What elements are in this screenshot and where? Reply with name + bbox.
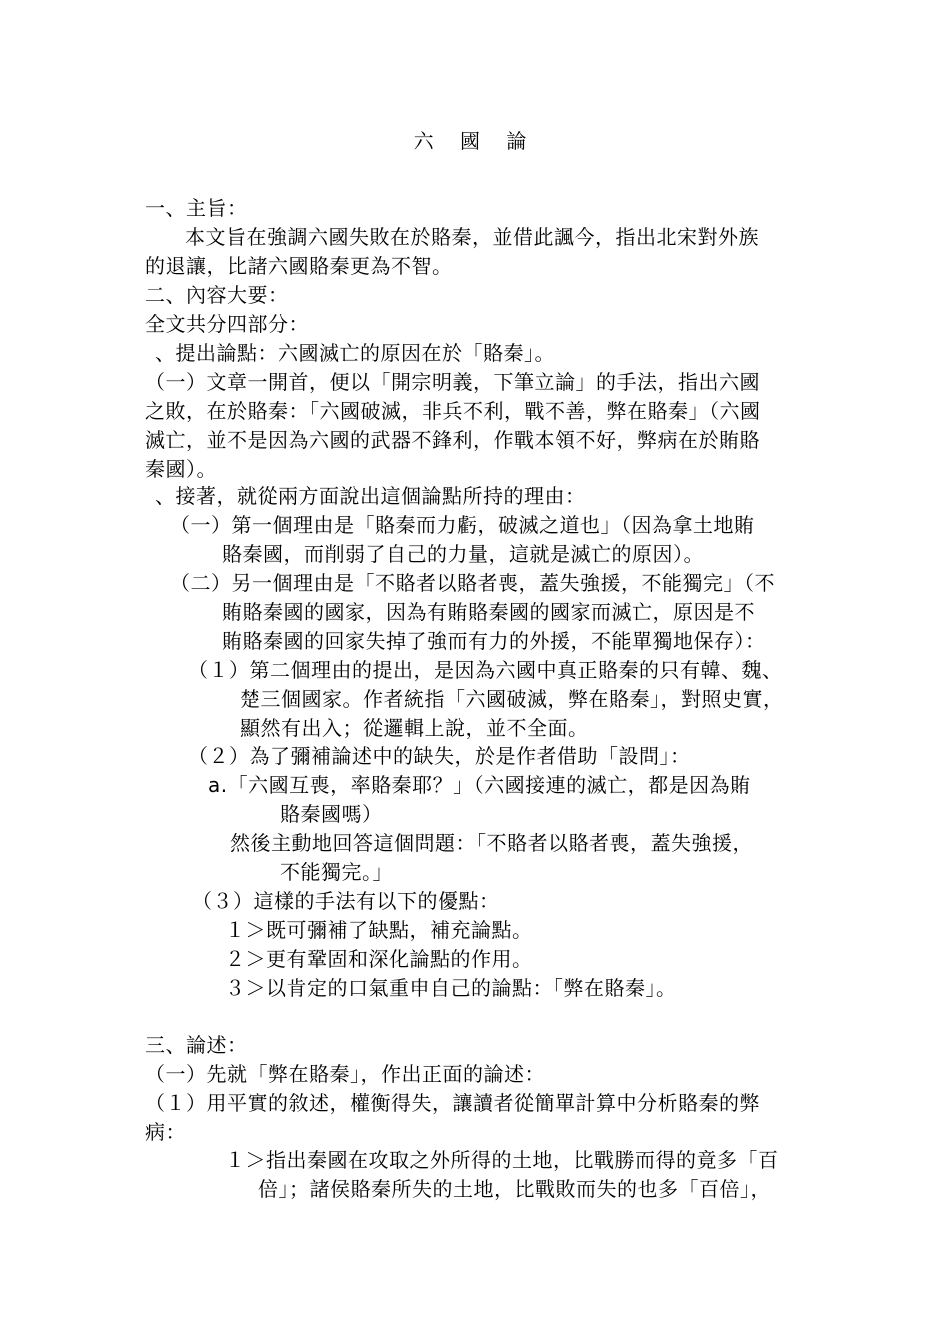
paragraph-line: 全文共分四部分：: [145, 312, 309, 336]
paragraph-line: 楚三個國家。作者統指「六國破滅，弊在賂秦」，對照史實，: [240, 687, 784, 711]
list-item: a.「六國互喪，率賂秦耶？」（六國接連的滅亡，都是因為賄: [208, 773, 751, 797]
paragraph-line: 賄賂秦國的國家，因為有賄賂秦國的國家而滅亡，原因是不: [222, 600, 755, 624]
paragraph-line: 賂秦國，而削弱了自己的力量，這就是滅亡的原因）。: [222, 542, 704, 566]
paragraph-line: 賂秦國嗎）: [280, 802, 383, 826]
list-item: ３＞以肯定的口氣重申自己的論點：「弊在賂秦」。: [225, 976, 677, 1000]
list-item: １＞既可彌補了缺點，補充論點。: [225, 918, 533, 942]
paragraph-line: 賄賂秦國的回家失掉了強而有力的外援，不能單獨地保存）：: [222, 629, 766, 653]
section-heading-theme: 一、主旨：: [145, 196, 248, 220]
paragraph-line: 的退讓，比諸六國賂秦更為不智。: [145, 254, 453, 278]
paragraph-line: 不能獨完。」: [280, 860, 393, 884]
list-item: （１）第二個理由的提出，是因為六國中真正賂秦的只有韓、魏、: [188, 658, 783, 682]
section-heading-discussion: 三、論述：: [145, 1033, 248, 1057]
paragraph-line: （一）先就「弊在賂秦」，作出正面的論述：: [145, 1062, 545, 1086]
paragraph-line: 秦國）。: [145, 457, 217, 481]
paragraph-line: 本文旨在強調六國失敗在於賂秦，並借此諷今，指出北宋對外族: [185, 225, 759, 249]
list-item: （３）這樣的手法有以下的優點：: [192, 889, 500, 913]
list-item: （２）為了彌補論述中的缺失，於是作者借助「設問」：: [188, 744, 691, 768]
paragraph-line: 倍」；諸侯賂秦所失的土地，比戰敗而失的也多「百倍」，: [258, 1177, 771, 1201]
paragraph-line: 病：: [145, 1120, 186, 1144]
list-item: 、接著，就從兩方面說出這個論點所持的理由：: [155, 484, 586, 508]
paragraph-line: 滅亡，並不是因為六國的武器不鋒利，作戰本領不好，弊病在於賄賂: [145, 428, 760, 452]
paragraph-line: 顯然有出入；從邏輯上說，並不全面。: [240, 716, 589, 740]
paragraph-line: （１）用平實的敘述，權衡得失，讓讀者從簡單計算中分析賂秦的弊: [145, 1091, 760, 1115]
paragraph-line: 然後主動地回答這個問題：「不賂者以賂者喪，蓋失強援，: [230, 831, 753, 855]
paragraph-line: （一）文章一開首，便以「開宗明義，下筆立論」的手法，指出六國: [145, 370, 760, 394]
list-item: 、提出論點：六國滅亡的原因在於「賂秦」。: [155, 341, 555, 365]
list-item: （二）另一個理由是「不賂者以賂者喪，蓋失強援，不能獨完」（不: [170, 571, 775, 595]
document-title: 六 國 論: [413, 129, 537, 153]
list-item: １＞指出秦國在攻取之外所得的土地，比戰勝而得的竟多「百: [225, 1148, 779, 1172]
list-item: （一）第一個理由是「賂秦而力虧，破滅之道也」（因為拿土地賄: [170, 513, 755, 537]
list-item: ２＞更有鞏固和深化論點的作用。: [225, 947, 533, 971]
section-heading-summary: 二、內容大要：: [145, 283, 289, 307]
paragraph-line: 之敗，在於賂秦：「六國破滅，非兵不利，戰不善，弊在賂秦」（六國: [145, 399, 761, 423]
